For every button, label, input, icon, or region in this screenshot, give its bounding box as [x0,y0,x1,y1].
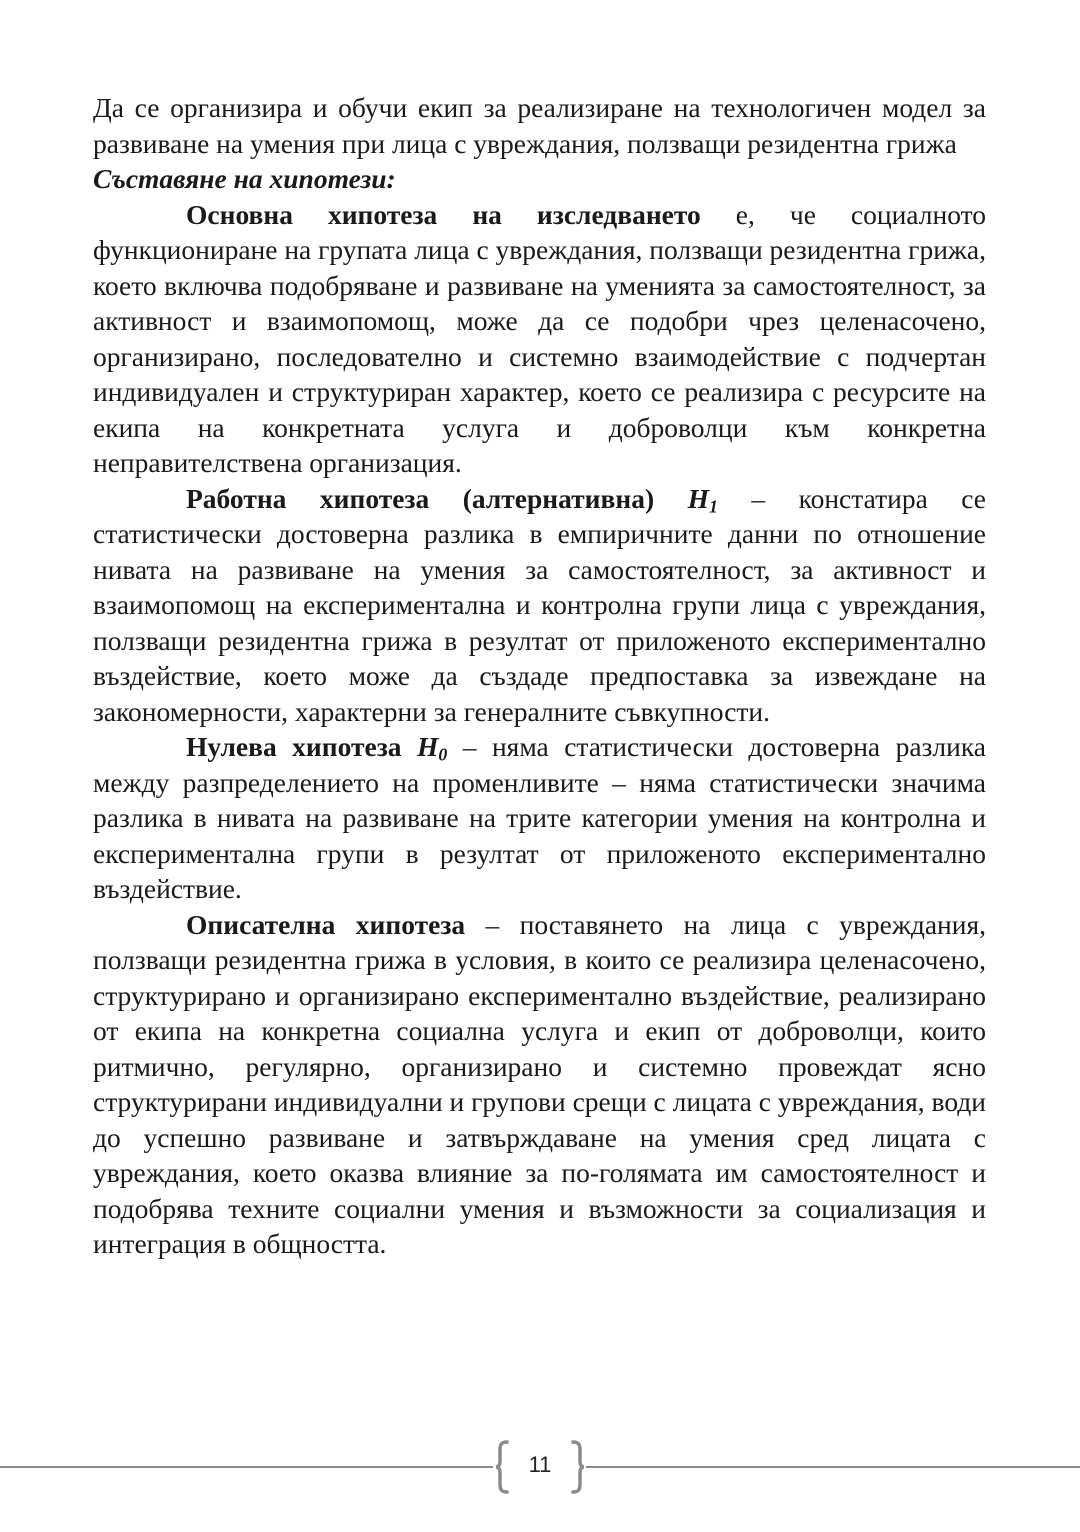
null-hypothesis-term: Нулева хипотеза [186,731,402,762]
right-brace-icon [570,1440,586,1494]
null-hypothesis-symbol: $H_0$ [416,731,448,765]
working-hypothesis-paragraph [93,481,986,730]
main-hypothesis-text: е, че социалното функциониране на групата лица с увреждания, ползващи резидентна грижа, което включва подобряване и развиване на уменията за самостоятелност, за активност и взаимопомощ, може да се подобри чрез целенасочено, организирано, последователно и системно взаимодействие с подчертан индивидуален и структуриран характер, което се реализира с ресурсите на екипа на конкретната услуга и доброволци към конкретна неправителствена организация. [93,198,986,478]
main-hypothesis-term: Основна хипотеза на изследването [186,198,701,230]
working-hypothesis-symbol: $H_1$ [687,482,718,516]
working-hypothesis-term: Работна хипотеза (алтернативна) [186,482,655,514]
intro-paragraph: Да се организира и обучи екип за реализиране на технологичен модел за развиване на умения при лица с увреждания, ползващи резидентна грижа [93,92,986,159]
document-body [93,90,986,1262]
working-hypothesis-text: – констатира се статистически достоверна разлика в емпиричните данни по отношение нивата на развиване на умения за самостоятелност, за активност и взаимопомощ на експериментална и контролна групи лица с увреждания, ползващи резидентна грижа в резултат от приложеното експериментално въздействие, което може да създаде предпоставка за извеждане на закономерности, характерни за генералните съвкупности. [93,482,986,727]
footer-rule-left [0,1466,493,1468]
footer-rule-right [586,1466,1080,1468]
section-heading: Съставяне на хипотези: [93,163,396,194]
null-hypothesis-text: – няма статистически достоверна разлика между разпределението на променливите – няма статистически значима разлика в нивата на развиване на трите категории умения на контролна и експериментална групи в резултат от приложеното експериментално въздействие. [93,731,987,904]
descriptive-hypothesis-text: – поставянето на лица с увреждания, ползващи резидентна грижа в условия, в които се реализира целенасочено, структурирано и организирано експериментално въздействие, реализирано от екипа на конкретна социална услуга и екип от доброволци, които ритмично, регулярно, организирано и системно провеждат ясно структурирани индивидуални и групови срещи с лицата с увреждания, води до успешно развиване и затвърждаване на умения сред лицата с увреждания, което оказва влияние за по-голямата им самостоятелност и подобрява техните социални умения и възможности за социализация и интеграция в общността. [93,908,986,1259]
page-number-box [494,1440,586,1494]
main-hypothesis-paragraph [93,197,986,481]
descriptive-hypothesis-paragraph [93,907,986,1262]
null-hypothesis-paragraph [93,729,986,907]
page-number: 11 [528,1452,552,1477]
descriptive-hypothesis-term: Описателна хипотеза [186,908,466,940]
